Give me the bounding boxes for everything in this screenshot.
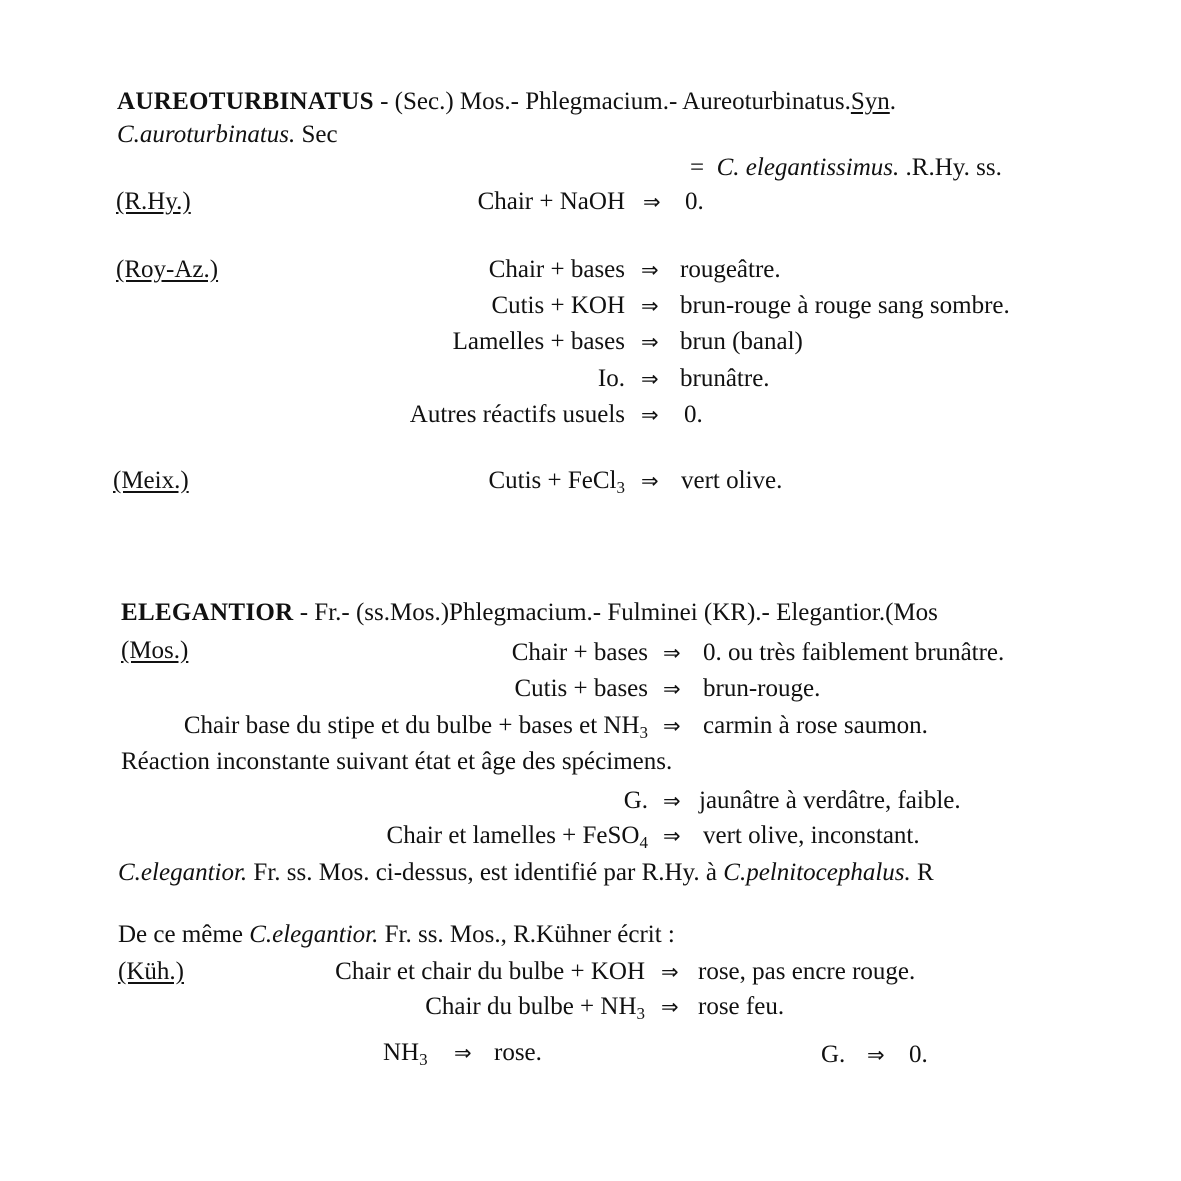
- source-mos: (Mos.): [121, 637, 189, 664]
- synonym-dot: .: [889, 88, 897, 115]
- arrow-icon: ⇒: [663, 641, 681, 665]
- entry-header-text: - Fr.- (ss.Mos.)Phlegmacium.- Fulminei (KR).- Elegantior.(Mos: [293, 599, 938, 626]
- equivalent-species: C. elegantissimus.: [716, 154, 900, 181]
- arrow-icon: ⇒: [663, 677, 681, 701]
- entry-title: ELEGANTIOR: [121, 599, 294, 626]
- species-name: C.elegantior.: [249, 921, 379, 948]
- arrow-icon: ⇒: [867, 1043, 885, 1067]
- reaction-left: Chair + bases: [488, 256, 625, 283]
- entry-header-text: - (Sec.) Mos.- Phlegmacium.- Aureoturbinatus.: [373, 88, 851, 115]
- subscript: 3: [639, 723, 648, 742]
- reaction-left: Lamelles + bases: [452, 328, 625, 355]
- subscript: 3: [616, 478, 625, 497]
- reagent-text: NH: [383, 1039, 420, 1066]
- reaction-left: [183, 712, 648, 742]
- reagent-text: Chair du bulbe + NH: [425, 993, 637, 1020]
- reaction-result: 0.: [685, 188, 704, 215]
- intro-text: Fr. ss. Mos., R.Kühner écrit :: [378, 921, 675, 948]
- reaction-left: [425, 993, 645, 1023]
- arrow-icon: ⇒: [663, 824, 681, 848]
- reaction-result: brunâtre.: [680, 365, 770, 392]
- source-rhy: (R.Hy.): [116, 188, 191, 215]
- synonym-label: Syn: [850, 88, 890, 115]
- arrow-icon: ⇒: [641, 469, 659, 493]
- arrow-icon: ⇒: [641, 330, 659, 354]
- arrow-icon: ⇒: [663, 789, 681, 813]
- subscript: 3: [636, 1004, 645, 1023]
- arrow-icon: ⇒: [661, 960, 679, 984]
- source-meix: (Meix.): [113, 467, 189, 494]
- equivalent-authority: .R.Hy. ss.: [899, 154, 1002, 181]
- reaction-left: Cutis + bases: [514, 675, 648, 702]
- reaction-left: Cutis + KOH: [491, 292, 625, 319]
- reaction-result: rose.: [494, 1039, 542, 1066]
- arrow-icon: ⇒: [641, 367, 659, 391]
- reaction-result: rose, pas encre rouge.: [698, 958, 916, 985]
- reaction-result: 0.: [684, 401, 703, 428]
- arrow-icon: ⇒: [643, 190, 661, 214]
- equivalence-line: [690, 155, 1002, 180]
- reaction-left: G.: [623, 787, 648, 814]
- reaction-left: Autres réactifs usuels: [409, 401, 625, 428]
- reaction-result: 0.: [909, 1041, 928, 1068]
- reaction-result: brun-rouge à rouge sang sombre.: [680, 292, 1010, 319]
- reaction-result: vert olive, inconstant.: [703, 822, 920, 849]
- reaction-left: G.: [821, 1041, 846, 1068]
- reaction-result: 0. ou très faiblement brunâtre.: [703, 639, 1005, 666]
- reaction-result: rose feu.: [698, 993, 785, 1020]
- reaction-result: rougeâtre.: [680, 256, 781, 283]
- source-royaz: (Roy-Az.): [116, 256, 219, 283]
- reaction-note: Réaction inconstante suivant état et âge des spécimens.: [121, 748, 673, 775]
- reagent-text: Chair et lamelles + FeSO: [386, 822, 640, 849]
- entry-header-elegantior: [121, 600, 938, 625]
- identification-text: Fr. ss. Mos. ci-dessus, est identifié par R.Hy. à: [247, 859, 724, 886]
- source-kuh: (Küh.): [118, 958, 184, 985]
- reagent-text: Chair base du stipe et du bulbe + bases et NH: [183, 712, 640, 739]
- arrow-icon: ⇒: [641, 403, 659, 427]
- subscript: 4: [639, 833, 648, 852]
- equals-sign: =: [690, 154, 705, 181]
- entry-title: AUREOTURBINATUS: [117, 88, 374, 115]
- reaction-result: jaunâtre à verdâtre, faible.: [699, 787, 961, 814]
- arrow-icon: ⇒: [641, 294, 659, 318]
- synonym-species: C.auroturbinatus.: [117, 121, 296, 148]
- arrow-icon: ⇒: [454, 1041, 472, 1065]
- reaction-left: [488, 467, 625, 497]
- arrow-icon: ⇒: [663, 714, 681, 738]
- subscript: 3: [419, 1050, 428, 1069]
- entry-header-aureoturbinatus: [117, 89, 896, 114]
- reaction-result: brun-rouge.: [703, 675, 821, 702]
- reaction-left: Chair et chair du bulbe + KOH: [335, 958, 645, 985]
- reaction-result: brun (banal): [680, 328, 803, 355]
- reaction-left: [386, 822, 648, 852]
- reagent-text: Cutis + FeCl: [488, 467, 617, 494]
- species-name: C.pelnitocephalus.: [723, 859, 911, 886]
- reaction-left: Io.: [597, 365, 625, 392]
- kuhner-intro: [118, 922, 675, 947]
- reaction-result: vert olive.: [681, 467, 783, 494]
- reaction-left: Chair + bases: [511, 639, 648, 666]
- synonym-line: [117, 122, 338, 147]
- identification-line: [118, 860, 934, 885]
- intro-text: De ce même: [118, 921, 250, 948]
- species-name: C.elegantior.: [118, 859, 248, 886]
- reaction-left: [383, 1039, 428, 1069]
- reaction-result: carmin à rose saumon.: [703, 712, 928, 739]
- reaction-left: Chair + NaOH: [477, 188, 625, 215]
- synonym-section: Sec: [295, 121, 338, 148]
- arrow-icon: ⇒: [641, 258, 659, 282]
- identification-end: R: [910, 859, 934, 886]
- arrow-icon: ⇒: [661, 995, 679, 1019]
